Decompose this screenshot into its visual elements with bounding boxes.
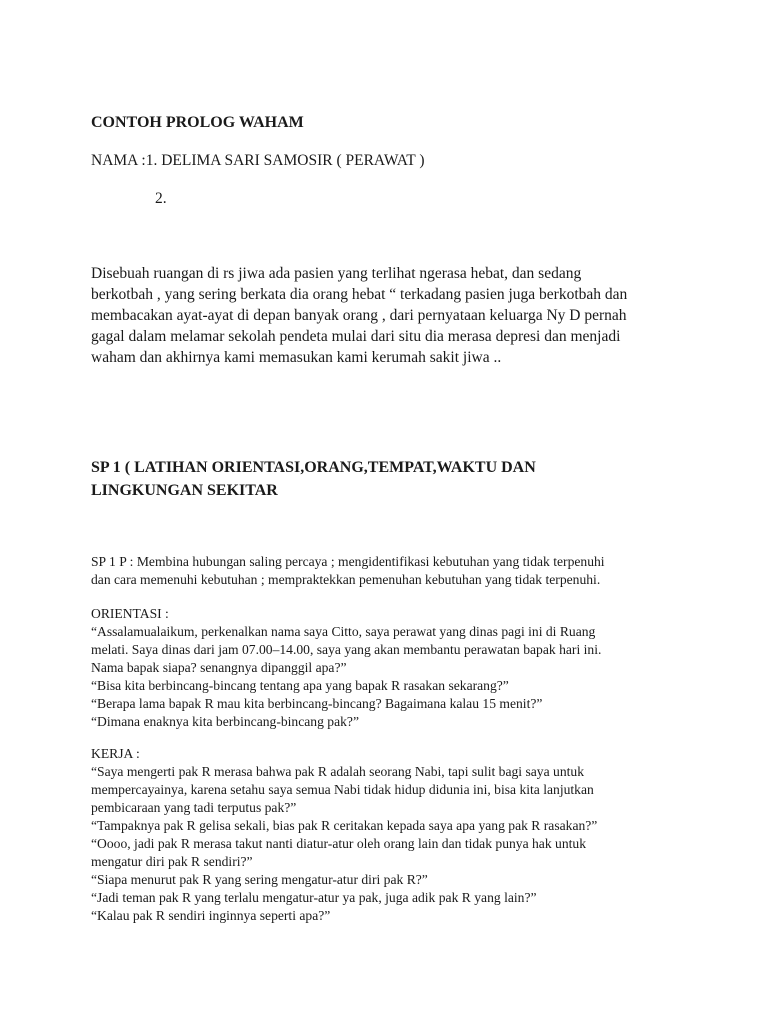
intro-line: gagal dalam melamar sekolah pendeta mulai dari situ dia merasa depresi dan menjadi xyxy=(91,328,621,345)
intro-line: waham dan akhirnya kami memasukan kami kerumah sakit jiwa .. xyxy=(91,349,502,366)
kerja-line: “Saya mengerti pak R merasa bahwa pak R adalah seorang Nabi, tapi sulit bagi saya untuk xyxy=(91,764,584,779)
intro-line: Disebuah ruangan di rs jiwa ada pasien yang terlihat ngerasa hebat, dan sedang xyxy=(91,265,582,282)
kerja-line: pembicaraan yang tadi terputus pak?” xyxy=(91,800,297,815)
document-title: CONTOH PROLOG WAHAM xyxy=(91,114,304,131)
sp1-heading-line: SP 1 ( LATIHAN ORIENTASI,ORANG,TEMPAT,WAKTU DAN xyxy=(91,459,536,476)
sp1-heading-line: LINGKUNGAN SEKITAR xyxy=(91,482,278,499)
kerja-line: mempercayainya, karena setahu saya semua Nabi tidak hidup didunia ini, bisa kita lanjutkan xyxy=(91,782,594,797)
orientasi-section xyxy=(91,605,601,731)
intro-line: berkotbah , yang sering berkata dia orang hebat “ terkadang pasien juga berkotbah dan xyxy=(91,286,628,303)
kerja-section xyxy=(91,745,597,925)
sp1-description xyxy=(91,553,605,589)
orientasi-line: “Assalamualaikum, perkenalkan nama saya Citto, saya perawat yang dinas pagi ini di Ruang xyxy=(91,624,596,639)
orientasi-label: ORIENTASI : xyxy=(91,606,169,621)
orientasi-line: “Bisa kita berbincang-bincang tentang apa yang bapak R rasakan sekarang?” xyxy=(91,678,509,693)
intro-line: membacakan ayat-ayat di depan banyak orang , dari pernyataan keluarga Ny D pernah xyxy=(91,307,627,324)
nama-line-2: 2. xyxy=(155,190,167,207)
intro-paragraph xyxy=(91,263,721,368)
kerja-line: “Jadi teman pak R yang terlalu mengatur-atur ya pak, juga adik pak R yang lain?” xyxy=(91,890,537,905)
kerja-line: “Tampaknya pak R gelisa sekali, bias pak R ceritakan kepada saya apa yang pak R rasakan?” xyxy=(91,818,598,833)
orientasi-line: Nama bapak siapa? senangnya dipanggil apa?” xyxy=(91,660,347,675)
nama-line-1: NAMA :1. DELIMA SARI SAMOSIR ( PERAWAT ) xyxy=(91,152,425,169)
kerja-line: “Kalau pak R sendiri inginnya seperti apa?” xyxy=(91,908,331,923)
kerja-line: mengatur diri pak R sendiri?” xyxy=(91,854,253,869)
orientasi-line: “Berapa lama bapak R mau kita berbincang-bincang? Bagaimana kalau 15 menit?” xyxy=(91,696,543,711)
orientasi-line: melati. Saya dinas dari jam 07.00–14.00, saya yang akan membantu perawatan bapak hari ini. xyxy=(91,642,602,657)
kerja-line: “Siapa menurut pak R yang sering mengatur-atur diri pak R?” xyxy=(91,872,428,887)
kerja-line: “Oooo, jadi pak R merasa takut nanti diatur-atur oleh orang lain dan tidak punya hak untuk xyxy=(91,836,587,851)
sp1-description-line: dan cara memenuhi kebutuhan ; mempraktekkan pemenuhan kebutuhan yang tidak terpenuhi. xyxy=(91,572,601,587)
orientasi-line: “Dimana enaknya kita berbincang-bincang pak?” xyxy=(91,714,359,729)
sp1-heading xyxy=(91,456,536,502)
kerja-label: KERJA : xyxy=(91,746,140,761)
sp1-description-line: SP 1 P : Membina hubungan saling percaya ; mengidentifikasi kebutuhan yang tidak terpenuhi xyxy=(91,554,605,569)
